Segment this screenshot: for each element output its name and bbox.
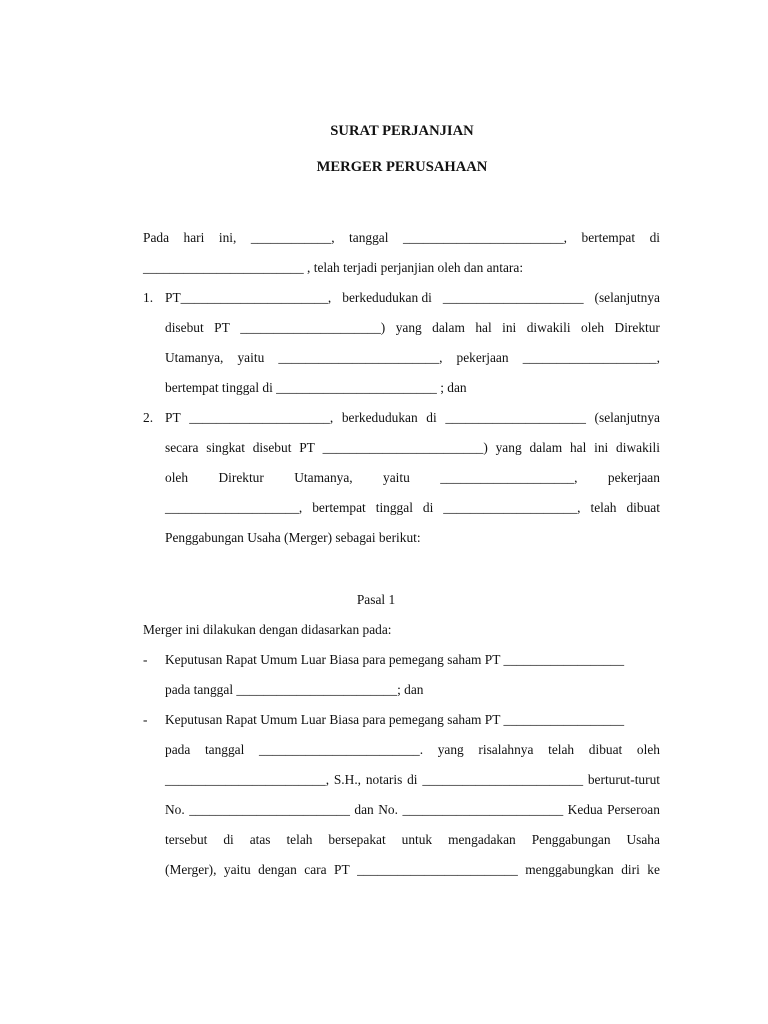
word: atas <box>249 832 271 847</box>
document-subtitle: MERGER PERUSAHAAN <box>316 159 488 175</box>
word: tersebut <box>165 832 208 847</box>
word: ________________________) <box>322 440 488 455</box>
word: hal <box>475 320 492 335</box>
word: berturut-turut <box>587 772 660 787</box>
word: _____________________) <box>240 320 386 335</box>
word: secara <box>165 440 199 455</box>
word: yaitu <box>237 350 265 365</box>
item2-line-3 <box>165 469 660 487</box>
word: disebut <box>252 440 292 455</box>
item1-line-4: bertempat tinggal di ________________________ ; dan <box>165 380 467 395</box>
word: yang <box>437 742 464 757</box>
section-heading: Pasal 1 <box>356 592 396 607</box>
word: Direktur <box>218 470 264 485</box>
intro-line-2: ________________________ , telah terjadi perjanjian oleh dan antara: <box>143 260 524 275</box>
word: Penggabungan <box>531 832 611 847</box>
item2-line-4 <box>165 499 660 517</box>
word: Pada <box>143 230 170 245</box>
word: pada <box>165 742 191 757</box>
word: PT <box>165 410 181 425</box>
section-intro: Merger ini dilakukan dengan didasarkan pada: <box>143 622 392 637</box>
word: ____________________, <box>522 350 660 365</box>
word: disebut <box>165 320 204 335</box>
word: di <box>407 772 418 787</box>
word: dalam <box>432 320 465 335</box>
word: PT <box>214 320 230 335</box>
word: (selanjutnya <box>594 410 660 425</box>
word: PT <box>299 440 315 455</box>
item1-line-2 <box>165 319 660 337</box>
word: dengan <box>258 862 297 877</box>
word: ________________________ <box>422 772 584 787</box>
word: yaitu <box>223 862 251 877</box>
dash-marker-1: - <box>143 652 148 667</box>
word: ini <box>502 320 517 335</box>
dash-marker-2: - <box>143 712 148 727</box>
word: diwakili <box>526 320 571 335</box>
word: PT <box>334 862 350 877</box>
dash2-line-4 <box>165 801 660 819</box>
word: tanggal <box>349 230 389 245</box>
word: PT______________________, <box>165 290 332 305</box>
word: ke <box>647 862 660 877</box>
word: ____________________, <box>443 500 581 515</box>
dash2-line-3 <box>165 771 660 789</box>
word: cara <box>304 862 327 877</box>
word: di <box>223 832 234 847</box>
word: di <box>426 410 437 425</box>
word: bersepakat <box>328 832 386 847</box>
list-marker-2: 2. <box>143 410 154 425</box>
intro-line-1 <box>143 229 660 247</box>
word: tanggal <box>204 742 245 757</box>
dash2-line-6 <box>165 861 660 879</box>
word: ________________________, <box>278 350 443 365</box>
word: oleh <box>581 320 605 335</box>
word: ini, <box>218 230 237 245</box>
word: notaris <box>365 772 403 787</box>
word: berkedudukan di <box>342 290 432 305</box>
item2-line-5: Penggabungan Usaha (Merger) sebagai berikut: <box>165 530 421 545</box>
word: pekerjaan <box>456 350 509 365</box>
item2-line-2 <box>165 439 660 457</box>
word: S.H., <box>333 772 362 787</box>
document-title: SURAT PERJANJIAN <box>330 123 474 139</box>
word: ________________________, <box>165 772 330 787</box>
word: oleh <box>165 470 189 485</box>
word: hal <box>569 440 587 455</box>
item1-line-3 <box>165 349 660 367</box>
word: diri <box>621 862 640 877</box>
word: ____________, <box>250 230 335 245</box>
word: dan <box>354 802 374 817</box>
list-marker-1: 1. <box>143 290 154 305</box>
word: ____________________, <box>165 500 303 515</box>
word: _____________________, <box>189 410 334 425</box>
dash2-line-1: Keputusan Rapat Umum Luar Biasa para pemegang saham PT __________________ <box>165 712 625 727</box>
word: diwakili <box>616 440 660 455</box>
word: yang <box>395 320 422 335</box>
word: ________________________. <box>259 742 424 757</box>
word: Kedua <box>567 802 603 817</box>
word: di <box>422 500 434 515</box>
word: Perseroan <box>607 802 660 817</box>
word: Usaha <box>626 832 660 847</box>
word: dalam <box>529 440 563 455</box>
word: Utamanya, <box>294 470 353 485</box>
word: oleh <box>636 742 660 757</box>
word: dibuat <box>626 500 660 515</box>
word: ________________________ <box>402 802 564 817</box>
word: bertempat <box>581 230 636 245</box>
word: Utamanya, <box>165 350 224 365</box>
word: tinggal <box>375 500 413 515</box>
word: No. <box>378 802 398 817</box>
word: telah <box>548 742 575 757</box>
word: ________________________ <box>357 862 518 877</box>
word: No. <box>165 802 185 817</box>
item1-line-1 <box>165 289 660 307</box>
word: risalahnya <box>478 742 534 757</box>
word: telah <box>286 832 313 847</box>
word: ini <box>594 440 609 455</box>
word: berkedudukan <box>341 410 418 425</box>
item2-line-1 <box>165 409 660 427</box>
dash1-line-2: pada tanggal ________________________; dan <box>165 682 424 697</box>
word: bertempat <box>312 500 366 515</box>
word: untuk <box>401 832 433 847</box>
word: pekerjaan <box>607 470 660 485</box>
dash1-line-1: Keputusan Rapat Umum Luar Biasa para pemegang saham PT __________________ <box>165 652 625 667</box>
word: (selanjutnya <box>594 290 660 305</box>
word: (Merger), <box>165 862 217 877</box>
word: telah <box>590 500 617 515</box>
dash2-line-5 <box>165 831 660 849</box>
word: di <box>649 230 660 245</box>
word: hari <box>183 230 205 245</box>
word: ________________________, <box>402 230 568 245</box>
word: yaitu <box>383 470 410 485</box>
word: yang <box>495 440 522 455</box>
word: mengadakan <box>448 832 516 847</box>
word: menggabungkan <box>525 862 614 877</box>
word: dibuat <box>588 742 623 757</box>
word: _____________________ <box>442 290 584 305</box>
word: _____________________ <box>445 410 586 425</box>
word: ____________________, <box>440 470 578 485</box>
word: ________________________ <box>189 802 350 817</box>
dash2-line-2 <box>165 741 660 759</box>
word: singkat <box>206 440 245 455</box>
word: Direktur <box>614 320 660 335</box>
